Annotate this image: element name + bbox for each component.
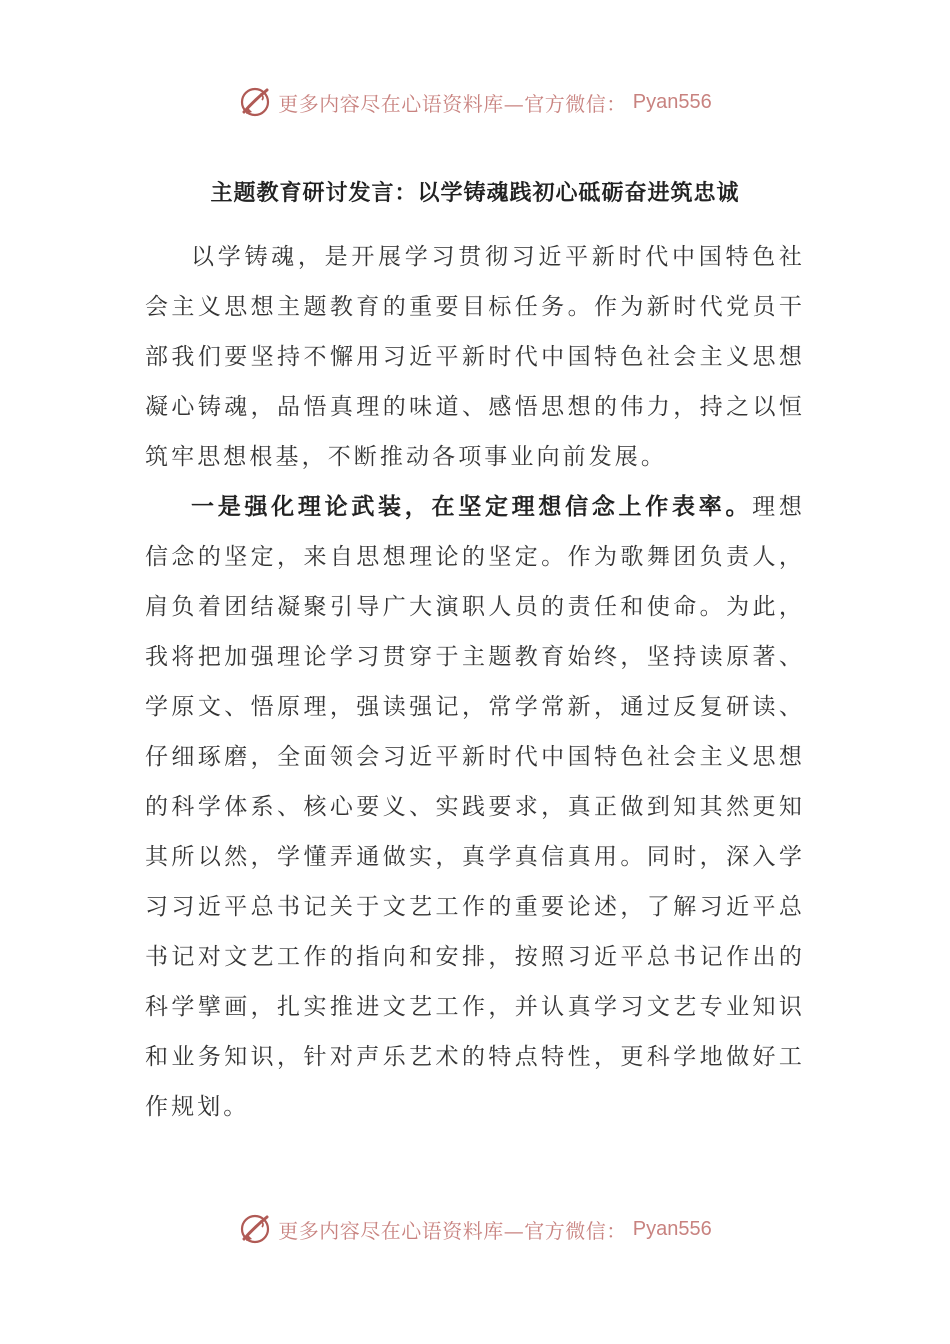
banner-wechat-id: Pyan556 xyxy=(632,1217,712,1240)
paragraph-2 xyxy=(145,482,805,1132)
footer-banner xyxy=(0,1209,950,1249)
pen-logo-icon xyxy=(238,1212,272,1246)
paragraph-2-body: 理想信念的坚定，来自思想理论的坚定。作为歌舞团负责人，肩负着团结凝聚引导广大演职人员的责任和使命。为此，我将把加强理论学习贯穿于主题教育始终，坚持读原著、学原文、悟原理，强读强记，常学常新，通过反复研读、仔细琢磨，全面领会习近平新时代中国特色社会主义思想的科学体系、核心要义、实践要求，真正做到知其然更知其所以然，学懂弄通做实，真学真信真用。同时，深入学习习近平总书记关于文艺工作的重要论述，了解习近平总书记对文艺工作的指向和安排，按照习近平总书记作出的科学擘画，扎实推进文艺工作，并认真学习文艺专业知识和业务知识，针对声乐艺术的特点特性，更科学地做好工作规划。 xyxy=(145,494,805,1120)
document-body xyxy=(145,232,805,1132)
paragraph-2-lead: 一是强化理论武装，在坚定理想信念上作表率。 xyxy=(191,493,753,520)
header-banner xyxy=(0,82,950,122)
banner-text: 更多内容尽在心语资料库—官方微信： xyxy=(278,91,627,116)
pen-logo-icon xyxy=(238,85,272,119)
banner-wechat-id: Pyan556 xyxy=(632,90,712,113)
paragraph-1: 以学铸魂，是开展学习贯彻习近平新时代中国特色社会主义思想主题教育的重要目标任务。作为新时代党员干部我们要坚持不懈用习近平新时代中国特色社会主义思想凝心铸魂，品悟真理的味道、感悟思想的伟力，持之以恒筑牢思想根基，不断推动各项事业向前发展。 xyxy=(145,244,805,470)
document-title: 主题教育研讨发言：以学铸魂践初心砥砺奋进筑忠诚 xyxy=(210,180,740,206)
banner-text: 更多内容尽在心语资料库—官方微信： xyxy=(278,1218,627,1243)
